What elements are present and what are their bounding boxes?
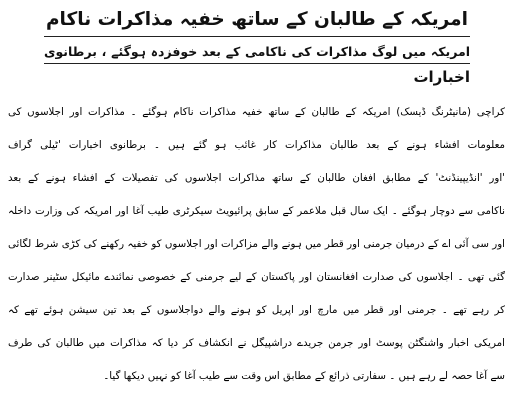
article-body-line: سے آغا حصہ لے رہے ہیں ۔ سفارتی ذرائع کے مطابق اس وقت سے طیب آغا کو نہیں دیکھا گیا۔	[103, 370, 505, 382]
article-subheadline	[44, 41, 470, 90]
article-body-line: گئی تھی ۔ اجلاسوں کی صدارت افغانستان اور پاکستان کے لیے جرمنی کے خصوصی نمائندے مائیکل سٹینر صدارت	[8, 271, 505, 283]
article-body-line: امریکی اخبار واشنگٹن پوسٹ اور جرمن جریدے دراشپیگل نے انکشاف کر دیا کہ مذاکرات میں طالبان کی طرف	[8, 337, 505, 349]
article-subheadline-line: امریکہ میں لوگ مذاکرات کی ناکامی کے بعد خوفزدہ ہوگئے ، برطانوی	[44, 41, 470, 64]
article-body	[8, 96, 505, 393]
article-body-line: کراچی (مانیٹرنگ ڈیسک) امریکہ کے طالبان کے ساتھ خفیہ مذاکرات ناکام ہوگئے ۔ مذاکرات اور اجلاسوں کی	[8, 106, 505, 118]
article-body-line: کر رہے تھے ۔ جرمنی اور قطر میں مارچ اور اپریل کو ہونے والے دواجلاسوں کے بعد تین سیشن ہوئے تھے کہ	[8, 304, 505, 316]
article-body-line: ناکامی سے دوچار ہوگئے ۔ ایک سال قبل ملاعمر کے سابق پرائیویٹ سیکرٹری طیب آغا اور امریکہ کی وزارت داخلہ	[8, 205, 505, 217]
article-header	[44, 4, 470, 90]
article-body-line: اور سی آئی اے کے درمیان جرمنی اور قطر میں ہونے والے مزاکرات اور اجلاسوں کو خفیہ رکھنے کی کڑی شرط لگائی	[8, 238, 505, 250]
article-body-line: معلومات افشاء ہونے کے بعد طالبان مذاکرات کار غائب ہو گئے ہیں ۔ برطانوی اخبارات 'ٹیلی گراف	[8, 139, 505, 151]
article-subheadline-line: اخبارات	[413, 68, 470, 86]
article-body-line: 'اور 'انڈیپینڈنٹ' کے مطابق افغان طالبان کے ساتھ مذاکرات اجلاسوں کی تفصیلات کے افشاء ہونے کے بعد	[8, 172, 505, 184]
article-headline: امریکہ کے طالبان کے ساتھ خفیہ مذاکرات ناکام	[44, 4, 470, 37]
